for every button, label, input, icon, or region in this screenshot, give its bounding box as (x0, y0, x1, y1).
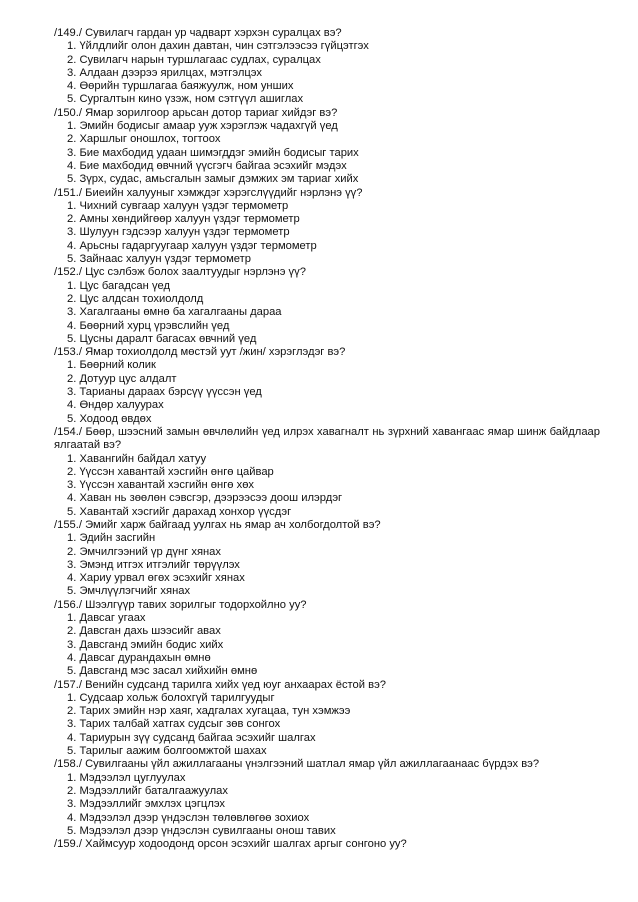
answer-option: 5. Зүрх, судас, амьсгалын замыг дэмжих эм тариаг хийх (67, 173, 359, 186)
question-text: /152./ Цус сэлбэж болох заалтуудыг нэрлэнэ үү? (54, 266, 306, 279)
answer-option: 4. Хариу урвал өгөх эсэхийг хянах (67, 572, 245, 585)
answer-option: 5. Цусны даралт багасах өвчний үед (67, 332, 257, 345)
answer-option: 1. Давсаг угаах (67, 612, 146, 625)
document-body (54, 27, 600, 851)
answer-option: 2. Мэдээллийг баталгаажуулах (67, 784, 228, 797)
question-text: /157./ Венийн судсанд тарилга хийх үед юуг анхаарах ёстой вэ? (54, 678, 387, 691)
answer-option: 1. Судсаар хольж болохгүй тарилгуудыг (67, 691, 275, 704)
question-text: /150./ Ямар зорилгоор арьсан дотор тариаг хийдэг вэ? (54, 106, 338, 119)
question-text: /153./ Ямар тохиолдолд мөстэй уут /жин/ хэрэглэдэг вэ? (54, 346, 346, 359)
answer-option: 4. Мэдээлэл дээр үндэслэн төлөвлөгөө зохиох (67, 811, 310, 824)
answer-option: 5. Ходоод өвдөх (67, 412, 152, 425)
answer-option: 4. Бие махбодид өвчний үүсгэгч байгаа эсэхийг мэдэх (67, 159, 347, 172)
answer-option: 3. Шулуун гэдсээр халуун үздэг термометр (67, 226, 290, 239)
answer-option: 1. Үйлдлийг олон дахин давтан, чин сэтгэлээсээ гүйцэтгэх (67, 40, 369, 53)
answer-option: 2. Дотуур цус алдалт (67, 372, 177, 385)
answer-option: 2. Цус алдсан тохиолдолд (67, 292, 204, 305)
answer-option: 1. Эмийн бодисыг амаар ууж хэрэглэж чадахгүй үед (67, 120, 338, 133)
answer-option: 2. Үүссэн хавантай хэсгийн өнгө цайвар (67, 465, 274, 478)
answer-option: 3. Тарих талбай хатгах судсыг зөв сонгох (67, 718, 281, 731)
answer-option: 3. Мэдээллийг эмхлэх цэгцлэх (67, 798, 226, 811)
answer-option: 4. Бөөрний хурц үрэвслийн үед (67, 319, 230, 332)
answer-option: 2. Харшлыг оношлох, тогтоох (67, 133, 221, 146)
answer-option: 4. Тариурын зүү судсанд байгаа эсэхийг шалгах (67, 731, 316, 744)
question-text: /156./ Шээлгүүр тавих зорилгыг тодорхойлно уу? (54, 598, 307, 611)
answer-option: 2. Давсган дахь шээсийг авах (67, 625, 221, 638)
answer-option: 1. Цус багадсан үед (67, 279, 171, 292)
answer-option: 3. Бие махбодид удаан шимэгддэг эмийн бодисыг тарих (67, 146, 359, 159)
answer-option: 3. Хагалгааны өмнө ба хагалгааны дараа (67, 306, 282, 319)
answer-option: 2. Сувилагч нарын туршлагаас судлах, суралцах (67, 53, 321, 66)
answer-option: 5. Эмчлүүлэгчийг хянах (67, 585, 191, 598)
answer-option: 3. Үүссэн хавантай хэсгийн өнгө хөх (67, 479, 255, 492)
question-text: /149./ Сувилагч гардан ур чадварт хэрхэн суралцах вэ? (54, 27, 342, 39)
answer-option: 2. Эмчилгээний үр дүнг хянах (67, 545, 221, 558)
answer-option: 3. Давсганд эмийн бодис хийх (67, 638, 224, 651)
answer-option: 5. Сургалтын кино үзэж, ном сэтгүүл ашиглах (67, 93, 304, 106)
answer-option: 4. Давсаг дурандахын өмнө (67, 651, 211, 664)
answer-option: 3. Тарианы дараах бэрсүү үүссэн үед (67, 386, 262, 399)
answer-option: 1. Чихний сувгаар халуун үздэг термометр (67, 199, 289, 212)
answer-option: 5. Зайнаас халуун үздэг термометр (67, 253, 251, 266)
question-text: /158./ Сувилгааны үйл ажиллагааны үнэлгээний шатлал ямар үйл ажиллагаанаас бүрдэх вэ? (54, 758, 540, 771)
question-text: /159./ Хаймсуур ходоодонд орсон эсэхийг шалгах аргыг сонгоно уу? (54, 838, 407, 851)
answer-option: 2. Тарих эмийн нэр хаяг, хадгалах хугацаа, тун хэмжээ (67, 705, 351, 718)
answer-option: 5. Хавантай хэсгийг дарахад хонхор үүсдэг (67, 505, 292, 518)
answer-option: 4. Арьсны гадаргуугаар халуун үздэг термометр (67, 239, 317, 252)
answer-option: 1. Эдийн засгийн (67, 532, 156, 545)
answer-option: 1. Хавангийн байдал хатуу (67, 452, 207, 465)
answer-option: 2. Амны хөндийгөөр халуун үздэг термометр (67, 213, 300, 226)
answer-option: 5. Тарилыг аажим болгоомжтой шахах (67, 745, 267, 758)
answer-option: 3. Алдаан дээрээ ярилцах, мэтгэлцэх (67, 66, 262, 79)
question-text: /155./ Эмийг харж байгаад уулгах нь ямар ач холбогдолтой вэ? (54, 518, 381, 531)
answer-option: 3. Эмэнд итгэх итгэлийг төрүүлэх (67, 558, 240, 571)
answer-option: 5. Мэдээлэл дээр үндэслэн сувилгааны онош тавих (67, 824, 336, 837)
answer-option: 1. Бөөрний колик (67, 359, 156, 372)
answer-option: 5. Давсганд мэс засал хийхийн өмнө (67, 665, 258, 678)
answer-option: 4. Өндөр халуурах (67, 399, 164, 412)
answer-option: 4. Хаван нь зөөлөн сэвсгэр, дээрээсээ доош илэрдэг (67, 492, 343, 505)
question-text: /151./ Биеийн халууныг хэмждэг хэрэгслүүдийг нэрлэнэ үү? (54, 186, 363, 199)
answer-option: 4. Өөрийн туршлагаа баяжуулж, ном унших (67, 80, 294, 93)
answer-option: 1. Мэдээлэл цуглуулах (67, 771, 186, 784)
question-text: /154./ Бөөр, шээсний замын өвчлөлийн үед илрэх хавагналт нь зүрхний хавангаас ямар шинж байдлаар ялгаатай вэ? (54, 425, 600, 452)
